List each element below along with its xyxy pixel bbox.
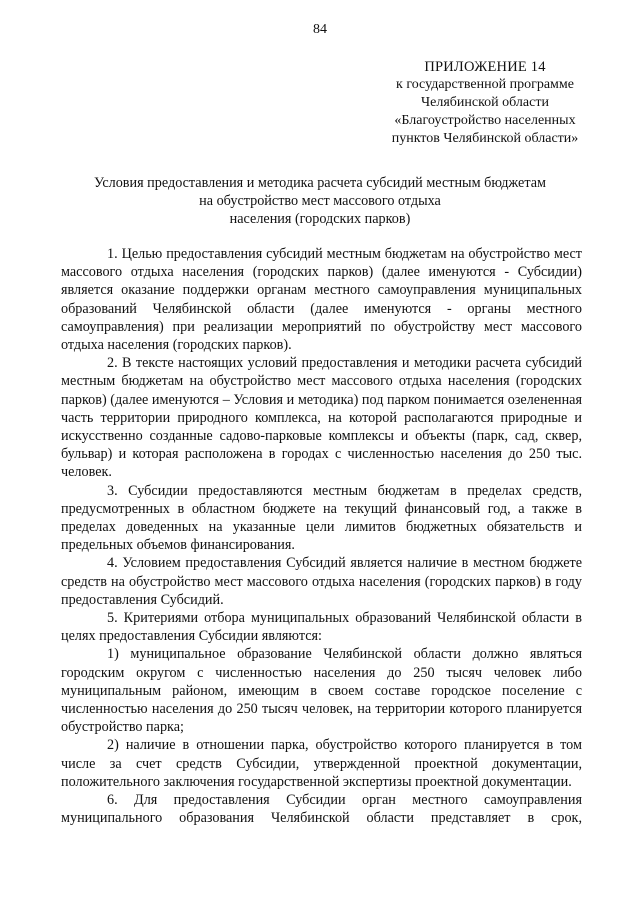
appendix-line: «Благоустройство населенных [394,113,576,128]
paragraph-5: 5. Критериями отбора муниципальных образований Челябинской области в целях предоставления Субсидии являются: [61,610,582,645]
appendix-heading: ПРИЛОЖЕНИЕ 14 [424,59,546,75]
title-line: населения (городских парков) [229,211,411,227]
criterion-1: 1) муниципальное образование Челябинской области должно являться городским округом с численностью населения до 250 тысяч человек либо муниципальным районом, имеющим в своем составе городское поселение с численностью населения до 250 тысяч человек, на территории которого планируется обустройство парка; [61,646,582,736]
appendix-line: Челябинской области [421,95,549,110]
title-line: Условия предоставления и методика расчета субсидий местным бюджетам [94,175,546,191]
document-title [60,174,580,228]
document-body [61,245,582,828]
appendix-line: пунктов Челябинской области» [391,131,579,146]
paragraph-3: 3. Субсидии предоставляются местным бюджетам в пределах средств, предусмотренных в областном бюджете на текущий финансовый год, а также в пределах доведенных на указанные цели лимитов бюджетных обязательств и предельных объемов финансирования. [61,482,582,554]
paragraph-4: 4. Условием предоставления Субсидий является наличие в местном бюджете средств на обустройство мест массового отдыха населения (городских парков) в году предоставления Субсидий. [61,555,582,608]
appendix-line: к государственной программе [396,77,574,92]
appendix-block [360,58,610,148]
title-line: на обустройство мест массового отдыха [199,193,441,209]
paragraph-6: 6. Для предоставления Субсидии орган местного самоуправления муниципального образования Челябинской области представляет в срок, [61,792,582,827]
paragraph-1: 1. Целью предоставления субсидий местным бюджетам на обустройство мест массового отдыха населения (городских парков) (далее именуются - Субсидии) является оказание поддержки органам местного самоуправления муниципальных образований Челябинской области (далее именуются - органы местного самоуправления) при реализации мероприятий по обустройству мест массового отдыха населения (городских парков). [61,246,582,354]
page-number: 84 [313,22,327,37]
criterion-2: 2) наличие в отношении парка, обустройство которого планируется в том числе за счет средств Субсидии, утвержденной проектной документации, положительного заключения государственной экспертизы проектной документации. [61,737,582,790]
paragraph-2: 2. В тексте настоящих условий предоставления и методики расчета субсидий местным бюджетам на обустройство мест массового отдыха населения (городских парков) (далее именуются – Условия и методика) под парком понимается озелененная часть территории природного комплекса, на которой располагаются природные и искусственно созданные садово-парковые комплексы и объекты (парк, сад, сквер, бульвар) и которая расположена в городах с численностью населения до 250 тыс. человек. [61,355,582,481]
